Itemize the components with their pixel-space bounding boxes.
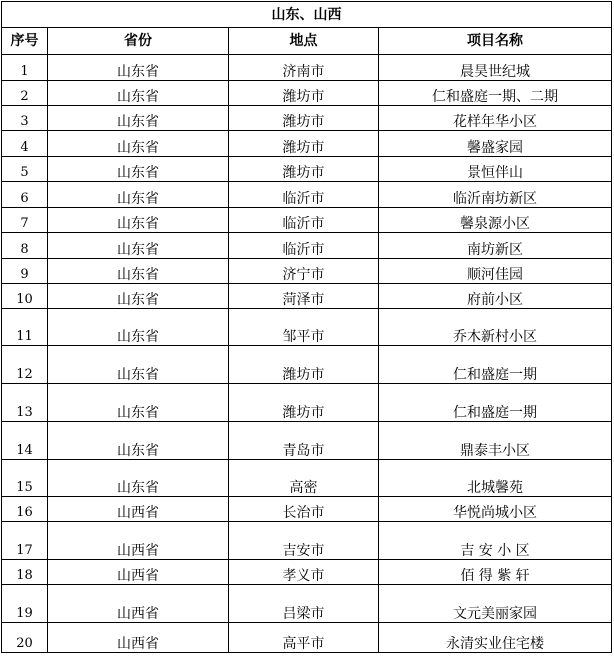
cell-no: 9 xyxy=(2,259,48,284)
cell-no: 20 xyxy=(2,623,48,653)
table-row xyxy=(2,460,612,497)
cell-project: 南坊新区 xyxy=(379,233,612,259)
table-row xyxy=(2,585,612,623)
cell-project: 佰 得 紫 轩 xyxy=(379,560,612,585)
cell-province: 山西省 xyxy=(48,560,229,585)
cell-city: 济南市 xyxy=(229,55,379,81)
cell-no: 14 xyxy=(2,422,48,460)
table-row xyxy=(2,560,612,585)
cell-province: 山西省 xyxy=(48,497,229,522)
cell-no: 8 xyxy=(2,233,48,259)
table-row xyxy=(2,131,612,157)
cell-no: 4 xyxy=(2,131,48,157)
cell-city: 济宁市 xyxy=(229,259,379,284)
cell-project: 府前小区 xyxy=(379,284,612,309)
cell-province: 山东省 xyxy=(48,422,229,460)
cell-city: 潍坊市 xyxy=(229,131,379,157)
cell-city: 潍坊市 xyxy=(229,384,379,422)
cell-city: 临沂市 xyxy=(229,182,379,208)
cell-province: 山东省 xyxy=(48,182,229,208)
cell-project: 花样年华小区 xyxy=(379,106,612,131)
table-row xyxy=(2,208,612,233)
cell-province: 山西省 xyxy=(48,623,229,653)
cell-province: 山东省 xyxy=(48,81,229,106)
cell-project: 文元美丽家园 xyxy=(379,585,612,623)
table-row xyxy=(2,233,612,259)
cell-city: 潍坊市 xyxy=(229,81,379,106)
cell-city: 吉安市 xyxy=(229,522,379,560)
cell-province: 山东省 xyxy=(48,55,229,81)
cell-no: 7 xyxy=(2,208,48,233)
cell-province: 山东省 xyxy=(48,346,229,384)
cell-province: 山东省 xyxy=(48,460,229,497)
cell-city: 青岛市 xyxy=(229,422,379,460)
cell-project: 北城馨苑 xyxy=(379,460,612,497)
cell-project: 馨泉源小区 xyxy=(379,208,612,233)
header-city: 地点 xyxy=(229,28,379,55)
cell-no: 18 xyxy=(2,560,48,585)
table-row xyxy=(2,422,612,460)
cell-province: 山西省 xyxy=(48,585,229,623)
cell-province: 山东省 xyxy=(48,309,229,346)
cell-city: 菏泽市 xyxy=(229,284,379,309)
cell-city: 长治市 xyxy=(229,497,379,522)
cell-province: 山东省 xyxy=(48,157,229,182)
cell-no: 12 xyxy=(2,346,48,384)
table-row xyxy=(2,522,612,560)
cell-no: 3 xyxy=(2,106,48,131)
table-row xyxy=(2,259,612,284)
table-row xyxy=(2,55,612,81)
table-row xyxy=(2,81,612,106)
cell-city: 高密 xyxy=(229,460,379,497)
cell-no: 17 xyxy=(2,522,48,560)
cell-project: 鼎泰丰小区 xyxy=(379,422,612,460)
cell-project: 晨昊世纪城 xyxy=(379,55,612,81)
cell-project: 馨盛家园 xyxy=(379,131,612,157)
cell-project: 吉 安 小 区 xyxy=(379,522,612,560)
cell-project: 仁和盛庭一期、二期 xyxy=(379,81,612,106)
header-project: 项目名称 xyxy=(379,28,612,55)
cell-no: 11 xyxy=(2,309,48,346)
cell-province: 山东省 xyxy=(48,233,229,259)
cell-city: 邹平市 xyxy=(229,309,379,346)
cell-project: 仁和盛庭一期 xyxy=(379,346,612,384)
table-row xyxy=(2,157,612,182)
cell-province: 山东省 xyxy=(48,284,229,309)
cell-project: 华悦尚城小区 xyxy=(379,497,612,522)
table-row xyxy=(2,497,612,522)
cell-project: 顺河佳园 xyxy=(379,259,612,284)
cell-no: 19 xyxy=(2,585,48,623)
cell-province: 山东省 xyxy=(48,259,229,284)
cell-city: 潍坊市 xyxy=(229,106,379,131)
cell-city: 高平市 xyxy=(229,623,379,653)
table-row xyxy=(2,309,612,346)
header-no: 序号 xyxy=(2,28,48,55)
title-row xyxy=(2,2,612,28)
table-row xyxy=(2,182,612,208)
cell-project: 乔木新村小区 xyxy=(379,309,612,346)
cell-no: 5 xyxy=(2,157,48,182)
cell-province: 山东省 xyxy=(48,106,229,131)
cell-city: 吕梁市 xyxy=(229,585,379,623)
table-title: 山东、山西 xyxy=(2,2,612,28)
cell-project: 景恒伴山 xyxy=(379,157,612,182)
cell-province: 山东省 xyxy=(48,384,229,422)
cell-project: 永清实业住宅楼 xyxy=(379,623,612,653)
cell-city: 潍坊市 xyxy=(229,157,379,182)
table-row xyxy=(2,384,612,422)
table-row xyxy=(2,284,612,309)
header-province: 省份 xyxy=(48,28,229,55)
cell-no: 2 xyxy=(2,81,48,106)
table-body xyxy=(2,55,612,653)
cell-no: 13 xyxy=(2,384,48,422)
table-row xyxy=(2,623,612,653)
cell-city: 孝义市 xyxy=(229,560,379,585)
table-row xyxy=(2,106,612,131)
cell-province: 山西省 xyxy=(48,522,229,560)
cell-no: 16 xyxy=(2,497,48,522)
cell-city: 潍坊市 xyxy=(229,346,379,384)
cell-no: 15 xyxy=(2,460,48,497)
cell-project: 仁和盛庭一期 xyxy=(379,384,612,422)
cell-province: 山东省 xyxy=(48,208,229,233)
cell-city: 临沂市 xyxy=(229,208,379,233)
cell-no: 6 xyxy=(2,182,48,208)
cell-city: 临沂市 xyxy=(229,233,379,259)
project-table xyxy=(1,1,612,653)
cell-project: 临沂南坊新区 xyxy=(379,182,612,208)
cell-no: 10 xyxy=(2,284,48,309)
cell-province: 山东省 xyxy=(48,131,229,157)
table-row xyxy=(2,346,612,384)
cell-no: 1 xyxy=(2,55,48,81)
header-row xyxy=(2,28,612,55)
